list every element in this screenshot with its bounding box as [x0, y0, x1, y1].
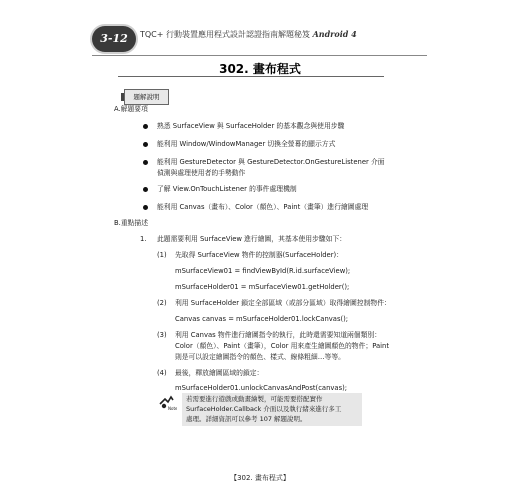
- section-b-title: B.重點描述: [114, 219, 149, 227]
- step-text: 最後，釋放繪圖區域的鎖定：: [175, 369, 264, 377]
- bullet-item-1: 熟悉 SurfaceView 與 SurfaceHolder 的基本觀念與使用步驟: [157, 122, 345, 130]
- code-line: Canvas canvas = mSurfaceHolder01.lockCanvas();: [175, 315, 349, 323]
- step-number: (1): [157, 251, 167, 259]
- note-icon: [159, 395, 177, 411]
- bullet-dot: [143, 205, 148, 210]
- section-a-title: A.解題要項: [114, 105, 148, 113]
- code-line: mSurfaceHolder01.unlockCanvasAndPost(canvas);: [175, 384, 348, 392]
- note-line-3: 處理。詳細資訊可以參考 107 解題說明。: [186, 415, 307, 423]
- step-number: (4): [157, 369, 167, 377]
- header-title-text: TQC+ 行動裝置應用程式設計認證指南解題秘笈: [140, 30, 313, 39]
- step-text: 先取得 SurfaceView 物件的控制器(SurfaceHolder)：: [175, 251, 343, 259]
- step-number: (3): [157, 331, 167, 339]
- point-number: 1.: [140, 235, 147, 243]
- bullet-dot: [143, 124, 148, 129]
- step-text-line2: Color（顏色）、Paint（畫筆），Color 用來產生繪圖顏色的物件；Paint: [175, 342, 390, 350]
- bullet-dot: [143, 160, 148, 165]
- header-title-brand: Android 4: [312, 29, 357, 39]
- bullet-dot: [143, 187, 148, 192]
- note-line-1: 若需要進行遊戲或動畫繪製，可能需要搭配實作: [186, 395, 323, 403]
- bullet-item-4: 了解 View.OnTouchListener 的事件處理機制: [157, 185, 297, 193]
- note-line-2: SurfaceHolder.Callback 介面以及執行緒來進行多工: [186, 405, 342, 413]
- note-icon-label: Note: [168, 406, 177, 411]
- bullet-item-2: 能利用 Window/WindowManager 切換全螢幕的顯示方式: [157, 140, 336, 148]
- page-footer: 【302. 畫布程式】: [230, 474, 290, 482]
- code-line: mSurfaceView01 = findViewById(R.id.surfaceView);: [175, 267, 351, 275]
- step-text-line3: 則是可以設定繪圖指令的顏色、樣式、線條粗細…等等。: [175, 353, 345, 361]
- step-text-line1: 利用 Canvas 物件進行繪圖指令的執行，此時還需要知道兩個類別：: [175, 331, 381, 339]
- bullet-item-5: 能利用 Canvas（畫布）、Color（顏色）、Paint（畫筆）進行繪圖處理: [157, 203, 369, 211]
- step-text: 利用 SurfaceHolder 鎖定全部區域（或部分區域）取得繪圖控制物件：: [175, 299, 391, 307]
- note-box: [182, 393, 362, 426]
- section-divider: [118, 76, 384, 77]
- bullet-dot: [143, 142, 148, 147]
- bullet-item-3-line1: 能利用 GestureDetector 與 GestureDetector.OnGestureListener 介面: [157, 158, 385, 166]
- page-number-badge: 3-12: [92, 26, 136, 52]
- code-line: mSurfaceHolder01 = mSurfaceView01.getHolder();: [175, 283, 350, 291]
- step-number: (2): [157, 299, 167, 307]
- explanation-label: 題解說明: [124, 89, 169, 105]
- header-divider: [92, 55, 427, 56]
- running-header: [140, 29, 357, 40]
- section-title: 302. 畫布程式: [219, 62, 301, 76]
- point-text: 此題需要利用 SurfaceView 進行繪圖，其基本使用步驟如下：: [157, 235, 347, 243]
- bullet-item-3-line2: 偵測與處理使用者的手勢動作: [157, 169, 246, 177]
